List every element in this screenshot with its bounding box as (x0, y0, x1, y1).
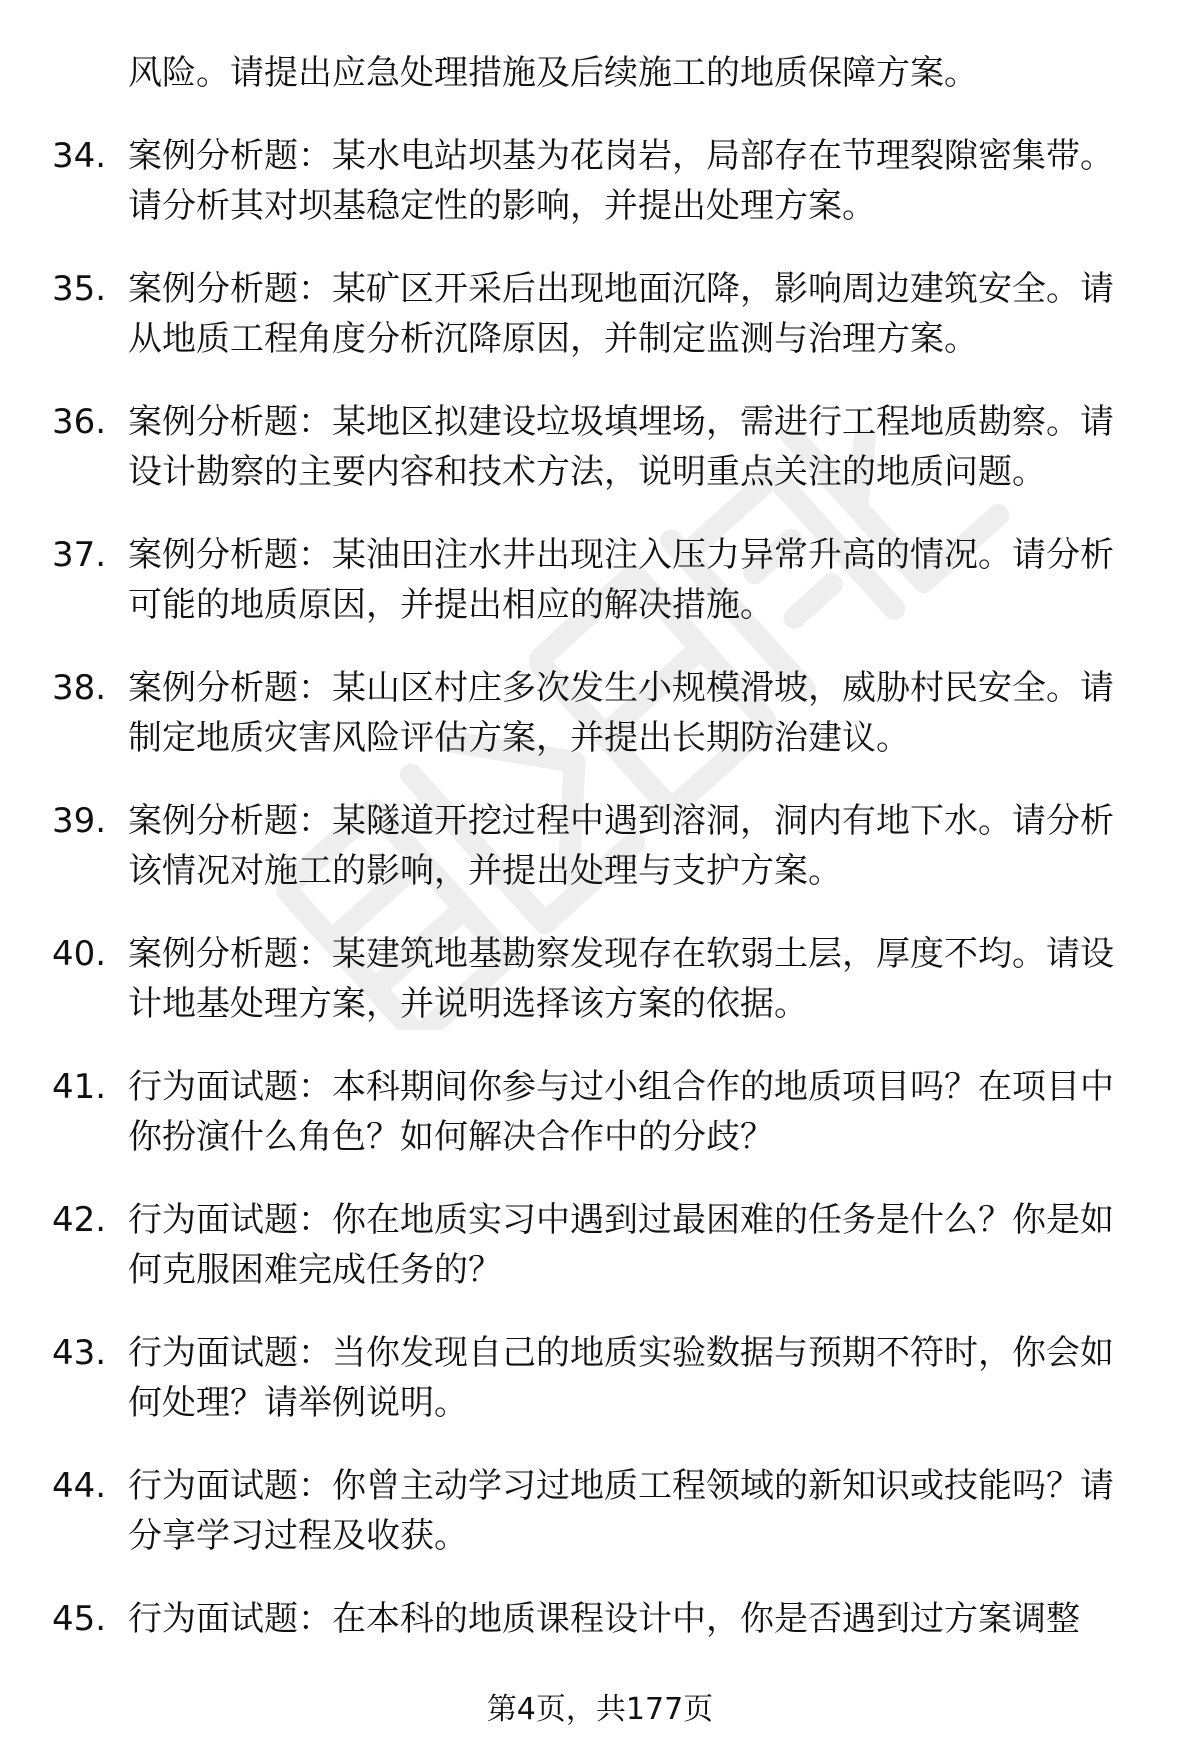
item-number: 37. (52, 535, 107, 575)
question-list (52, 48, 1152, 1677)
item-number: 36. (52, 402, 107, 442)
list-item (52, 1062, 1152, 1162)
list-item (52, 397, 1152, 497)
item-number: 44. (52, 1466, 107, 1506)
list-item (52, 264, 1152, 364)
item-text: 案例分析题：某水电站坝基为花岗岩，局部存在节理裂隙密集带。请分析其对坝基稳定性的影响，并提出处理方案。 (128, 136, 1114, 226)
item-number: 40. (52, 934, 107, 974)
continued-text: 风险。请提出应急处理措施及后续施工的地质保障方案。 (128, 53, 978, 93)
item-number: 45. (52, 1599, 107, 1639)
item-number: 42. (52, 1200, 107, 1240)
item-text: 案例分析题：某地区拟建设垃圾填埋场，需进行工程地质勘察。请设计勘察的主要内容和技术方法，说明重点关注的地质问题。 (128, 402, 1114, 492)
list-item (52, 530, 1152, 630)
list-item (52, 796, 1152, 896)
list-item (52, 929, 1152, 1029)
item-text: 行为面试题：你曾主动学习过地质工程领域的新知识或技能吗？请分享学习过程及收获。 (128, 1466, 1114, 1556)
item-number: 34. (52, 136, 107, 176)
list-item (52, 1461, 1152, 1561)
list-item (52, 131, 1152, 231)
item-text: 案例分析题：某矿区开采后出现地面沉降，影响周边建筑安全。请从地质工程角度分析沉降原因，并制定监测与治理方案。 (128, 269, 1114, 359)
page-footer: 第4页，共177页 (486, 1692, 714, 1727)
item-number: 43. (52, 1333, 107, 1373)
item-number: 41. (52, 1067, 107, 1107)
item-text: 行为面试题：本科期间你参与过小组合作的地质项目吗？在项目中你扮演什么角色？如何解决合作中的分歧？ (128, 1067, 1114, 1157)
item-number: 35. (52, 269, 107, 309)
list-item (52, 1594, 1152, 1644)
item-text: 行为面试题：你在地质实习中遇到过最困难的任务是什么？你是如何克服困难完成任务的？ (128, 1200, 1114, 1290)
item-number: 38. (52, 668, 107, 708)
item-text: 案例分析题：某油田注水井出现注入压力异常升高的情况。请分析可能的地质原因，并提出相应的解决措施。 (128, 535, 1114, 625)
list-item (52, 663, 1152, 763)
item-text: 案例分析题：某山区村庄多次发生小规模滑坡，威胁村民安全。请制定地质灾害风险评估方案，并提出长期防治建议。 (128, 668, 1114, 758)
item-number: 39. (52, 801, 107, 841)
list-item (52, 1195, 1152, 1295)
item-text: 行为面试题：当你发现自己的地质实验数据与预期不符时，你会如何处理？请举例说明。 (128, 1333, 1114, 1423)
item-text: 行为面试题：在本科的地质课程设计中，你是否遇到过方案调整 (128, 1599, 1080, 1639)
item-text: 案例分析题：某建筑地基勘察发现存在软弱土层，厚度不均。请设计地基处理方案，并说明选择该方案的依据。 (128, 934, 1114, 1024)
item-text: 案例分析题：某隧道开挖过程中遇到溶洞，洞内有地下水。请分析该情况对施工的影响，并提出处理与支护方案。 (128, 801, 1114, 891)
list-item (52, 1328, 1152, 1428)
